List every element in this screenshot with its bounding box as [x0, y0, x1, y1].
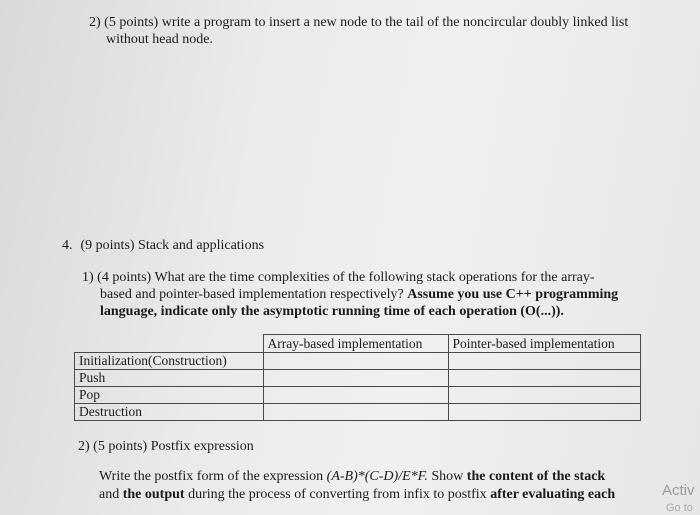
table-cell: [448, 387, 641, 404]
table-cell: [448, 370, 641, 387]
part1-line3: language, indicate only the asymptotic running time of each operation (O(...)).: [100, 304, 564, 319]
table-header-row: [75, 335, 641, 353]
question-2-line2: without head node.: [106, 32, 213, 47]
table-header-cell: Pointer-based implementation: [448, 335, 641, 353]
table-cell: [448, 404, 641, 421]
question-4-part2-body: [99, 468, 615, 504]
table-cell: Initialization(Construction): [75, 353, 264, 370]
part2-line1: Write the postfix form of the expression (A-B)*(C-D)/E*F. Show the content of the stack: [99, 469, 606, 484]
question-4-number: 4.: [62, 238, 73, 253]
part1-line1-text: (4 points) What are the time complexities of the following stack operations for the array-: [97, 270, 595, 285]
question-4-title: (9 points) Stack and applications: [80, 238, 265, 253]
question-2-text: [89, 14, 628, 48]
question-4-heading: [62, 238, 264, 254]
table-row: [75, 404, 641, 421]
part2-title: (5 points) Postfix expression: [93, 439, 254, 454]
question-4-part1: [82, 269, 618, 320]
table-row: [75, 387, 641, 404]
postfix-expression: (A-B)*(C-D)/E*F.: [326, 469, 428, 484]
table-cell: [263, 370, 448, 387]
question-2-number: 2): [89, 15, 101, 30]
table-cell: [263, 387, 448, 404]
table-cell: Destruction: [75, 404, 264, 421]
part1-line1: [82, 269, 618, 286]
table-cell: [263, 353, 448, 370]
table-cell: Pop: [75, 387, 264, 404]
part2-number: 2): [78, 439, 90, 454]
part1-number: 1): [82, 270, 94, 285]
table-header-cell: Array-based implementation: [263, 335, 448, 353]
table-row: [75, 370, 641, 387]
table-header-cell: [75, 335, 264, 353]
complexity-table: [74, 334, 641, 421]
table-row: [75, 353, 641, 370]
table-cell: [448, 353, 641, 370]
part1-line2: based and pointer-based implementation respectively? Assume you use C++ programming: [100, 287, 619, 302]
activation-watermark: Activ: [662, 482, 695, 499]
table-cell: Push: [75, 370, 264, 387]
activation-watermark-sub: Go to: [666, 502, 693, 514]
question-2-line1: (5 points) write a program to insert a new node to the tail of the noncircular doubly linked list: [104, 15, 629, 30]
question-4-part2-heading: [78, 439, 254, 455]
part2-line2: and the output during the process of converting from infix to postfix after evaluating each: [99, 487, 616, 502]
table-cell: [263, 404, 448, 421]
